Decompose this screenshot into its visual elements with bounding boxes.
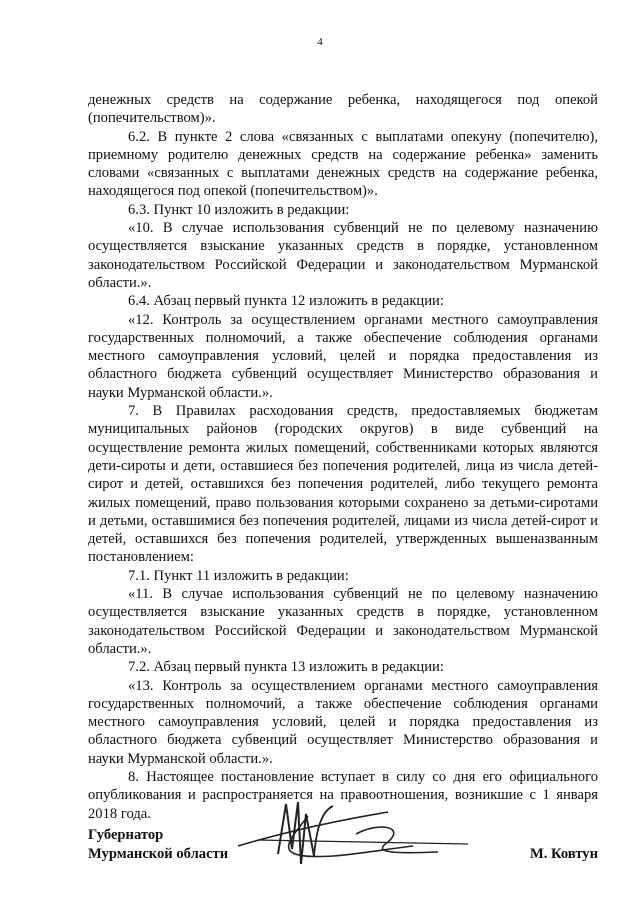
paragraph: 8. Настоящее постановление вступает в силу со дня его официального опубликования и распространяется на правоотношения, возникшие с 1 января 2018 года. [88, 768, 598, 822]
paragraph: 7.2. Абзац первый пункта 13 изложить в редакции: [128, 659, 444, 676]
paragraph: «12. Контроль за осуществлением органами местного самоуправления государственных полномочий, а также обеспечение соблюдения органами местного самоуправления условий, целей и порядка предоставления из областного бюджета субвенций осуществляет Министерство образования и науки Мурманской области.». [88, 311, 598, 401]
page-number: 4 [317, 36, 323, 48]
paragraph: 7.1. Пункт 11 изложить в редакции: [128, 567, 349, 584]
paragraph: денежных средств на содержание ребенка, находящегося под опекой (попечительством)». [88, 92, 598, 127]
paragraph: 6.3. Пункт 10 изложить в редакции: [128, 201, 350, 218]
paragraph: «11. В случае использования субвенций не по целевому назначению осуществляется взыскание указанных средств в порядке, установленном законодательством Российской Федерации и законодательством Мурманской области.». [88, 586, 598, 657]
document-body [88, 91, 598, 823]
paragraph: 6.4. Абзац первый пункта 12 изложить в редакции: [128, 293, 444, 310]
signatory-title-line1: Губернатор [88, 827, 164, 843]
paragraph: 7. В Правилах расходования средств, предоставляемых бюджетам муниципальных районов (городских округов) в виде субвенций на осуществление ремонта жилых помещений, собственниками которых являются дети-сироты и дети, оставшиеся без попечения родителей, лица из числа детей-сирот и детей, оставшихся без попечения родителей, либо текущего ремонта жилых помещений, право пользования которыми сохранено за детьми-сиротами и детьми, оставшимися без попечения родителей, лицами из числа детей-сирот и детей, оставшихся без попечения родителей, утвержденных вышеназванным постановлением: [88, 403, 598, 566]
paragraph: «13. Контроль за осуществлением органами местного самоуправления государственных полномочий, а также обеспечение соблюдения органами местного самоуправления условий, целей и порядка предоставления из областного бюджета субвенций осуществляет Министерство образования и науки Мурманской области.». [88, 677, 598, 767]
signatory-name: М. Ковтун [529, 846, 598, 862]
paragraph: «10. В случае использования субвенций не по целевому назначению осуществляется взыскание указанных средств в порядке, установленном законодательством Российской Федерации и законодательством Мурманской области.». [88, 220, 598, 291]
signatory-title [88, 826, 228, 864]
signatory-title-line2: Мурманской области [88, 846, 229, 862]
signature-block [88, 826, 598, 886]
handwritten-signature [238, 794, 508, 869]
paragraph: 6.2. В пункте 2 слова «связанных с выплатами опекуну (попечителю), приемному родителю денежных средств на содержание ребенка» заменить словами «связанных с выплатами денежных средств на содержание ребенка, находящегося под опекой (попечительством)». [88, 128, 598, 200]
